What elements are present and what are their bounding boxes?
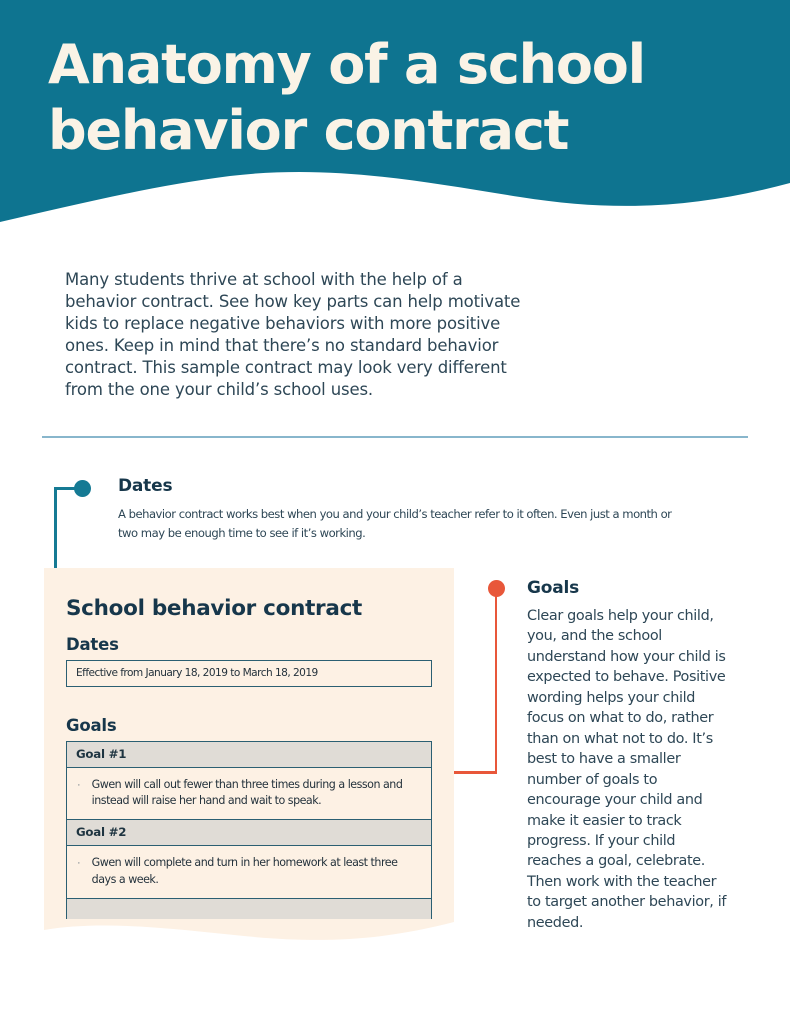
intro-paragraph: Many students thrive at school with the help of a behavior contract. See how key parts can help motivate kids to replace negative behaviors with more positive ones. Keep in mind that there’s no standard behavior contract. This sample contract may look very different from the one your child’s school uses. [65,270,521,399]
sample-contract-content [44,568,454,940]
contract-dates-field: Effective from January 18, 2019 to March 18, 2019 [66,660,432,687]
bullet-icon: · [77,779,81,791]
goal-2-text: Gwen will complete and turn in her homework at least three days a week. [91,856,398,886]
goals-connector-segment-vertical [495,588,498,773]
goal-1-header: Goal #1 [67,742,431,768]
page-title [48,32,748,164]
goals-connector-dot-icon [488,580,505,597]
goal-1-row [67,768,431,820]
card-spacer [66,687,432,716]
page-title-line-1: Anatomy of a school [48,33,645,96]
contract-goals-label: Goals [66,716,117,735]
goal-2-header: Goal #2 [67,820,431,846]
goal-3-header-partial [67,899,431,919]
dates-connector-dot-icon [74,480,91,497]
goals-table [66,741,432,919]
page-title-line-2: behavior contract [48,98,569,162]
callout-dates-body: A behavior contract works best when you and your child’s teacher refer to it often. Even just a month or two may be enough time to see if it’s working. [118,507,672,540]
section-divider [42,436,748,438]
goal-1-text: Gwen will call out fewer than three times during a lesson and instead will raise her hand and wait to speak. [91,778,403,808]
header-band [0,0,790,232]
sample-contract-card [44,568,454,940]
callout-goals [527,578,732,933]
contract-dates-label: Dates [66,635,119,654]
callout-goals-body: Clear goals help your child, you, and the school understand how your child is expected to behave. Positive wording helps your child focus on what to do, rather than on what not to do. It’s best to have a smaller number of goals to encourage your child and make it easier to track progress. If your child reaches a goal, celebrate. Then work with the teacher to target another behavior, if needed. [527,608,727,931]
callout-dates-title: Dates [118,476,173,496]
callout-goals-title: Goals [527,578,580,598]
contract-heading: School behavior contract [66,596,362,621]
callout-dates [118,476,678,543]
bullet-icon: · [77,857,81,870]
goal-2-row [67,846,431,898]
